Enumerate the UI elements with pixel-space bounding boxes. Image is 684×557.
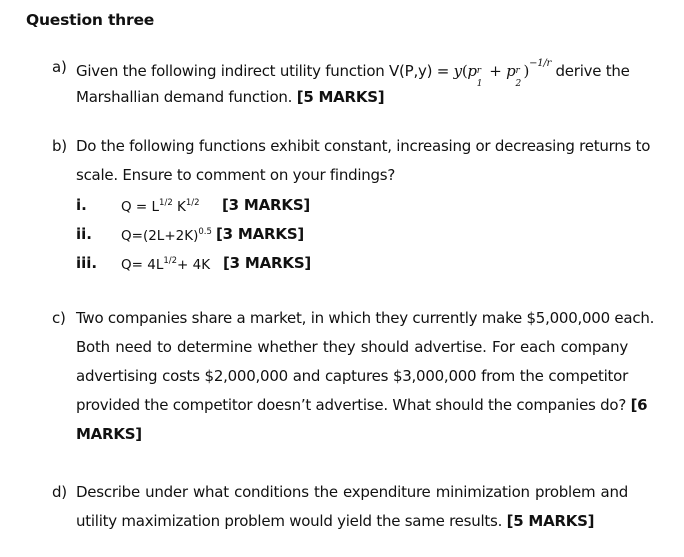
formula-exponent: −1/r	[529, 58, 551, 69]
item-i-eq-mid: K	[172, 199, 186, 215]
formula-p2: p	[506, 62, 516, 80]
part-c-text-line1: Two companies share a market, in which they currently make $5,000,000 each.	[76, 309, 655, 327]
part-c-line4-text: provided the competitor doesn’t advertise. What should the companies do?	[76, 396, 627, 414]
part-b-text-line2: scale. Ensure to comment on your findings?	[76, 166, 396, 184]
part-c-text-line3: advertising costs $2,000,000 and captures $3,000,000 from the competitor	[76, 367, 628, 385]
formula-p1-sup: r	[476, 66, 481, 76]
part-a-marks: [5 MARKS]	[296, 88, 385, 106]
part-a-text-line2	[76, 88, 384, 106]
item-i-equation	[121, 198, 200, 215]
item-iii-exp1: 1/2	[163, 256, 178, 266]
formula-p1: p	[467, 62, 477, 80]
part-d-marker: d)	[52, 483, 67, 501]
formula-plus: +	[484, 62, 507, 80]
part-c-marks-part1: [6	[630, 396, 648, 414]
formula-open-paren: (	[461, 62, 468, 80]
part-b-text-line1: Do the following functions exhibit constant, increasing or decreasing returns to	[76, 137, 651, 155]
formula-p1-sub: 1	[476, 79, 483, 89]
part-a-text-after: derive the	[555, 62, 630, 80]
item-ii-equation	[121, 227, 212, 244]
part-d-text-line2	[76, 512, 594, 530]
question-heading: Question three	[26, 11, 155, 29]
part-a-text-before: Given the following indirect utility function V(P,y) =	[76, 62, 450, 80]
part-c-text-line4	[76, 396, 648, 414]
part-c-marks-part2: MARKS]	[76, 425, 142, 443]
formula-y: y	[453, 62, 462, 80]
item-ii-exp1: 0.5	[198, 227, 212, 237]
item-i-marks: [3 MARKS]	[222, 196, 311, 214]
part-b-marker: b)	[52, 137, 67, 155]
part-c-marker: c)	[52, 309, 66, 327]
item-ii-eq-text: Q=(2L+2K)	[121, 228, 199, 244]
item-iii-marks: [3 MARKS]	[223, 254, 312, 272]
utility-formula	[453, 58, 551, 89]
item-ii-numeral: ii.	[76, 225, 92, 243]
part-d-marks: [5 MARKS]	[506, 512, 595, 530]
formula-p2-sub: 2	[515, 79, 521, 89]
item-iii-eq-mid: + 4K	[177, 257, 211, 273]
part-a-text-line1	[76, 58, 630, 89]
part-d-text-line1: Describe under what conditions the expenditure minimization problem and	[76, 483, 628, 501]
item-iii-numeral: iii.	[76, 254, 98, 272]
part-c-text-line2: Both need to determine whether they should advertise. For each company	[76, 338, 628, 356]
item-i-exp1: 1/2	[159, 198, 173, 208]
part-a-marker: a)	[52, 58, 67, 76]
item-i-eq-text: Q = L	[121, 199, 160, 215]
formula-p2-sup: r	[515, 66, 520, 76]
part-a-line2-text: Marshallian demand function.	[76, 88, 293, 106]
formula-close-paren: )	[523, 62, 530, 80]
item-i-exp2: 1/2	[185, 198, 200, 208]
item-iii-eq-text: Q= 4L	[121, 257, 164, 273]
item-ii-marks: [3 MARKS]	[216, 225, 305, 243]
item-i-numeral: i.	[76, 196, 87, 214]
part-d-line2-text: utility maximization problem would yield the same results.	[76, 512, 503, 530]
item-iii-equation	[121, 256, 210, 273]
